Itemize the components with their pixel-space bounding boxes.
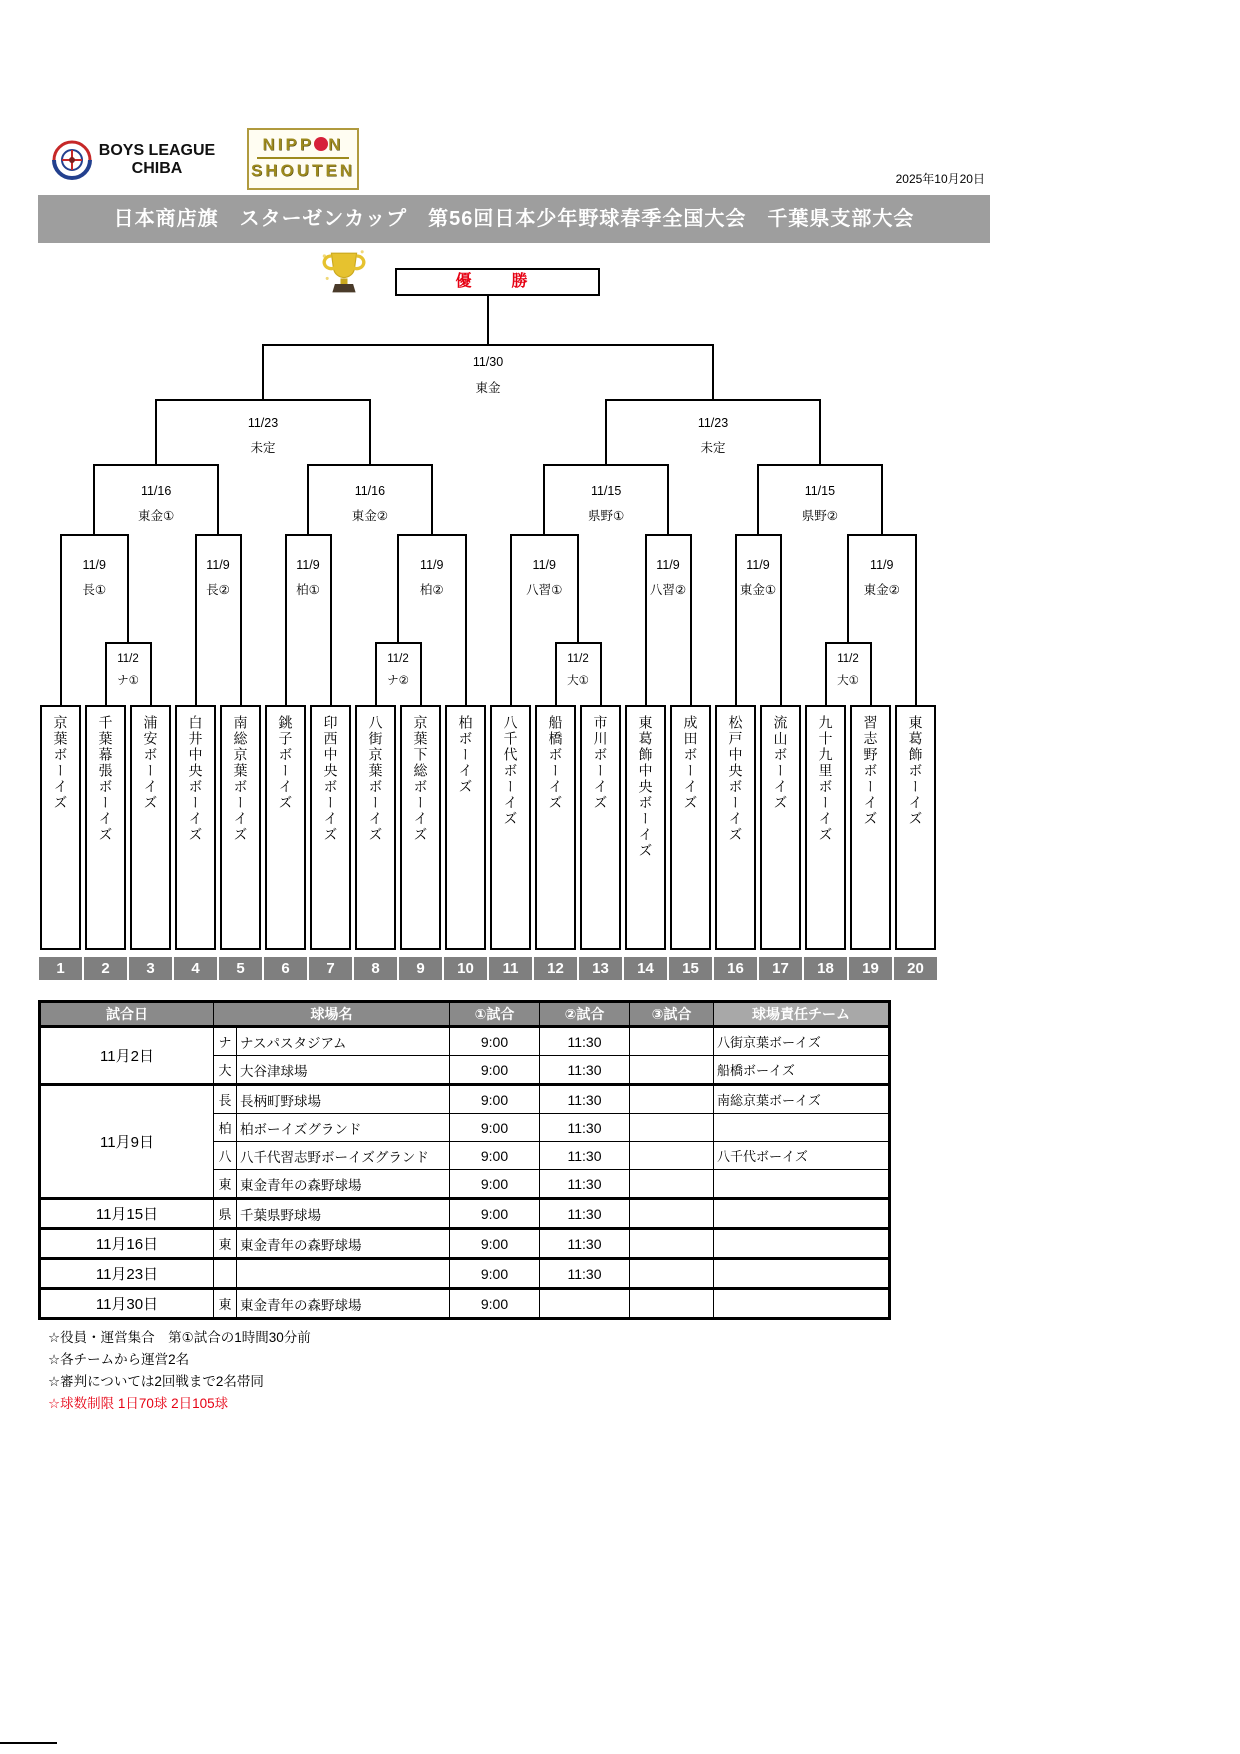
seed-number: 3: [129, 957, 172, 980]
team-box: [265, 705, 306, 950]
schedule-cell: 9:00: [450, 1114, 540, 1142]
team-name: 白井中央ボーイズ: [187, 715, 204, 843]
seed-number: 1: [39, 957, 82, 980]
schedule-cell: [630, 1229, 714, 1259]
seed-number: 6: [264, 957, 307, 980]
schedule-cell: 東金青年の森野球場: [237, 1289, 450, 1319]
match-label: ナ①: [117, 675, 139, 687]
schedule-cell: 県: [214, 1199, 237, 1229]
match-label: 柏②: [419, 583, 444, 597]
schedule-header: ③試合: [630, 1002, 714, 1027]
champion-label: 優 勝: [455, 273, 540, 290]
match-label: 11/2: [567, 653, 589, 665]
schedule-cell: [714, 1114, 890, 1142]
match-label: 11/9: [656, 558, 680, 572]
team-box: [490, 705, 531, 950]
schedule-cell: 東金青年の森野球場: [237, 1170, 450, 1199]
match-label: 11/16: [354, 484, 386, 498]
match-label: 八習②: [649, 583, 687, 597]
schedule-cell: 八千代ボーイズ: [714, 1142, 890, 1170]
schedule-table: [38, 1000, 891, 1320]
match-label: ナ②: [387, 675, 409, 687]
schedule-cell: 大谷津球場: [237, 1056, 450, 1085]
bracket-line: [307, 465, 309, 535]
seed-number: 13: [579, 957, 622, 980]
seed-number: 20: [894, 957, 937, 980]
schedule-cell: 11:30: [540, 1114, 630, 1142]
team-name: 柏ボーイズ: [457, 715, 474, 795]
match-label: 11/9: [82, 558, 106, 572]
bracket-line: [757, 465, 759, 535]
team-name: 九十九里ボーイズ: [817, 715, 834, 843]
team-box: [355, 705, 396, 950]
bracket-line: [881, 465, 883, 535]
schedule-cell: [630, 1259, 714, 1289]
schedule-cell: 千葉県野球場: [237, 1199, 450, 1229]
schedule-cell: [630, 1170, 714, 1199]
seed-number: 19: [849, 957, 892, 980]
schedule-cell: 9:00: [450, 1142, 540, 1170]
schedule-cell: 9:00: [450, 1027, 540, 1056]
game-date: 11月23日: [40, 1259, 214, 1289]
schedule-cell: 11:30: [540, 1259, 630, 1289]
schedule-cell: 船橋ボーイズ: [714, 1056, 890, 1085]
team-name: 南総京葉ボーイズ: [232, 715, 249, 843]
team-box: [175, 705, 216, 950]
note-line: ☆審判については2回戦まで2名帯同: [48, 1374, 264, 1389]
team-box: [670, 705, 711, 950]
match-label: 未定: [250, 441, 276, 455]
schedule-cell: 9:00: [450, 1085, 540, 1114]
team-box: [715, 705, 756, 950]
match-label: 11/9: [206, 558, 230, 572]
schedule-cell: 11:30: [540, 1229, 630, 1259]
seed-number: 15: [669, 957, 712, 980]
match-label: 11/9: [296, 558, 320, 572]
game-date: 11月30日: [40, 1289, 214, 1319]
team-name: 東葛飾ボーイズ: [907, 715, 924, 827]
team-name: 浦安ボーイズ: [142, 715, 159, 811]
header-date: 2025年10月20日: [895, 172, 985, 186]
bracket-line: [431, 465, 433, 535]
match-label: 11/15: [590, 484, 622, 498]
schedule-cell: 11:30: [540, 1170, 630, 1199]
team-name: 印西中央ボーイズ: [322, 715, 339, 843]
team-box: [625, 705, 666, 950]
seed-number: 4: [174, 957, 217, 980]
team-box: [895, 705, 936, 950]
match-label: 長②: [206, 583, 230, 597]
team-box: [400, 705, 441, 950]
schedule-cell: 9:00: [450, 1199, 540, 1229]
schedule-header: 球場名: [214, 1002, 450, 1027]
match-label: 11/9: [532, 558, 556, 572]
match-label: 11/23: [697, 416, 729, 430]
seed-number: 11: [489, 957, 532, 980]
team-box: [40, 705, 81, 950]
seed-number: 9: [399, 957, 442, 980]
schedule-cell: [630, 1199, 714, 1229]
page-corner-mark: [0, 1742, 57, 1744]
boys-league-line2: CHIBA: [131, 160, 183, 177]
team-name: 八千代ボーイズ: [502, 715, 519, 827]
team-box: [445, 705, 486, 950]
note-line: ☆役員・運営集合 第①試合の1時間30分前: [48, 1330, 311, 1345]
game-date: 11月9日: [40, 1085, 214, 1199]
schedule-cell: 長: [214, 1085, 237, 1114]
team-name: 東葛飾中央ボーイズ: [637, 715, 654, 859]
schedule-cell: [714, 1229, 890, 1259]
bracket-line: [543, 465, 545, 535]
seed-number: 5: [219, 957, 262, 980]
team-name: 京葉ボーイズ: [52, 715, 69, 811]
schedule-header: 試合日: [40, 1002, 214, 1027]
schedule-cell: [630, 1114, 714, 1142]
schedule-cell: 南総京葉ボーイズ: [714, 1085, 890, 1114]
schedule-cell: 11:30: [540, 1027, 630, 1056]
bracket-line: [93, 465, 95, 535]
team-box: [220, 705, 261, 950]
match-label: 県野①: [588, 509, 625, 523]
seed-number: 17: [759, 957, 802, 980]
schedule-cell: 9:00: [450, 1229, 540, 1259]
schedule-cell: 柏ボーイズグランド: [237, 1114, 450, 1142]
match-label: 11/9: [870, 558, 894, 572]
schedule-cell: 9:00: [450, 1170, 540, 1199]
nippon-word1: NIPP N: [262, 135, 344, 154]
schedule-cell: 長柄町野球場: [237, 1085, 450, 1114]
team-name: 松戸中央ボーイズ: [727, 715, 744, 843]
bracket-line: [262, 345, 264, 400]
team-box: [130, 705, 171, 950]
schedule-cell: 9:00: [450, 1259, 540, 1289]
match-label: 柏①: [296, 583, 320, 597]
team-box: [850, 705, 891, 950]
schedule-cell: ナ: [214, 1027, 237, 1056]
schedule-cell: 11:30: [540, 1085, 630, 1114]
team-box: [535, 705, 576, 950]
team-name: 八街京葉ボーイズ: [367, 715, 384, 843]
match-label: 11/2: [117, 653, 139, 665]
match-label: 県野②: [801, 509, 838, 523]
match-label: 東金①: [138, 509, 175, 523]
match-label: 大①: [837, 675, 859, 687]
schedule-cell: 八: [214, 1142, 237, 1170]
team-name: 市川ボーイズ: [592, 715, 609, 811]
schedule-cell: 東: [214, 1170, 237, 1199]
match-label: 11/2: [387, 653, 409, 665]
bracket-line: [819, 400, 821, 465]
schedule-cell: 11:30: [540, 1199, 630, 1229]
match-label: 11/16: [140, 484, 172, 498]
match-label: 長①: [82, 583, 107, 597]
schedule-cell: 柏: [214, 1114, 237, 1142]
schedule-cell: [214, 1259, 237, 1289]
match-label: 東金①: [739, 583, 777, 597]
schedule-cell: [630, 1027, 714, 1056]
schedule-header: ②試合: [540, 1002, 630, 1027]
title-banner: 日本商店旗 スターゼンカップ 第56回日本少年野球春季全国大会 千葉県支部大会: [38, 195, 990, 243]
schedule-cell: [714, 1199, 890, 1229]
team-name: 習志野ボーイズ: [862, 715, 879, 827]
schedule-cell: 11:30: [540, 1056, 630, 1085]
seed-number: 14: [624, 957, 667, 980]
match-label: 11/23: [247, 416, 279, 430]
team-name: 成田ボーイズ: [682, 715, 699, 811]
match-label: 11/9: [420, 558, 444, 572]
match-label: 東金②: [863, 583, 900, 597]
schedule-cell: [630, 1085, 714, 1114]
match-label: 11/15: [804, 484, 836, 498]
note-line: ☆球数制限 1日70球 2日105球: [48, 1396, 229, 1411]
seed-number: 2: [84, 957, 127, 980]
game-date: 11月16日: [40, 1229, 214, 1259]
match-label: 11/2: [837, 653, 859, 665]
match-label: 未定: [700, 441, 726, 455]
team-box: [85, 705, 126, 950]
schedule-cell: [630, 1142, 714, 1170]
schedule-header: ①試合: [450, 1002, 540, 1027]
team-box: [760, 705, 801, 950]
schedule-cell: [714, 1259, 890, 1289]
match-label: 大①: [567, 675, 589, 687]
seed-number: 18: [804, 957, 847, 980]
team-box: [805, 705, 846, 950]
bracket-line: [155, 400, 157, 465]
team-box: [580, 705, 621, 950]
schedule-cell: [237, 1259, 450, 1289]
schedule-cell: [714, 1289, 890, 1319]
schedule-cell: [714, 1170, 890, 1199]
team-name: 銚子ボーイズ: [277, 715, 294, 811]
schedule-cell: 9:00: [450, 1056, 540, 1085]
team-name: 千葉幕張ボーイズ: [97, 715, 114, 843]
bracket-line: [712, 345, 714, 400]
game-date: 11月2日: [40, 1027, 214, 1085]
bracket-line: [667, 465, 669, 535]
game-date: 11月15日: [40, 1199, 214, 1229]
seed-number: 10: [444, 957, 487, 980]
schedule-cell: 11:30: [540, 1142, 630, 1170]
seed-number: 12: [534, 957, 577, 980]
schedule-cell: 八千代習志野ボーイズグランド: [237, 1142, 450, 1170]
team-name: 流山ボーイズ: [772, 715, 789, 811]
team-name: 船橋ボーイズ: [547, 715, 564, 811]
seed-number: 7: [309, 957, 352, 980]
match-label: 11/9: [746, 558, 770, 572]
note-line: ☆各チームから運営2名: [48, 1352, 190, 1367]
schedule-cell: 八街京葉ボーイズ: [714, 1027, 890, 1056]
bracket-line: [487, 296, 489, 345]
team-name: 京葉下総ボーイズ: [412, 715, 429, 843]
team-box: [310, 705, 351, 950]
schedule-cell: 東金青年の森野球場: [237, 1229, 450, 1259]
nippon-word2: SHOUTEN: [250, 161, 356, 180]
schedule: [38, 1000, 891, 1320]
seed-number: 16: [714, 957, 757, 980]
schedule-cell: 9:00: [450, 1289, 540, 1319]
match-label: 八習①: [526, 583, 563, 597]
schedule-cell: [630, 1056, 714, 1085]
match-label: 東金②: [351, 509, 388, 523]
schedule-cell: 東: [214, 1229, 237, 1259]
match-label: 11/30: [472, 355, 504, 369]
match-label: 東金: [475, 381, 501, 395]
schedule-cell: [630, 1289, 714, 1319]
bracket-line: [605, 400, 607, 465]
schedule-cell: 東: [214, 1289, 237, 1319]
bracket-line: [217, 465, 219, 535]
boys-league-line1: BOYS LEAGUE: [98, 142, 216, 159]
bracket-line: [369, 400, 371, 465]
schedule-cell: ナスパスタジアム: [237, 1027, 450, 1056]
schedule-cell: [540, 1289, 630, 1319]
schedule-cell: 大: [214, 1056, 237, 1085]
schedule-header: 球場責任チーム: [714, 1002, 890, 1027]
seed-number: 8: [354, 957, 397, 980]
